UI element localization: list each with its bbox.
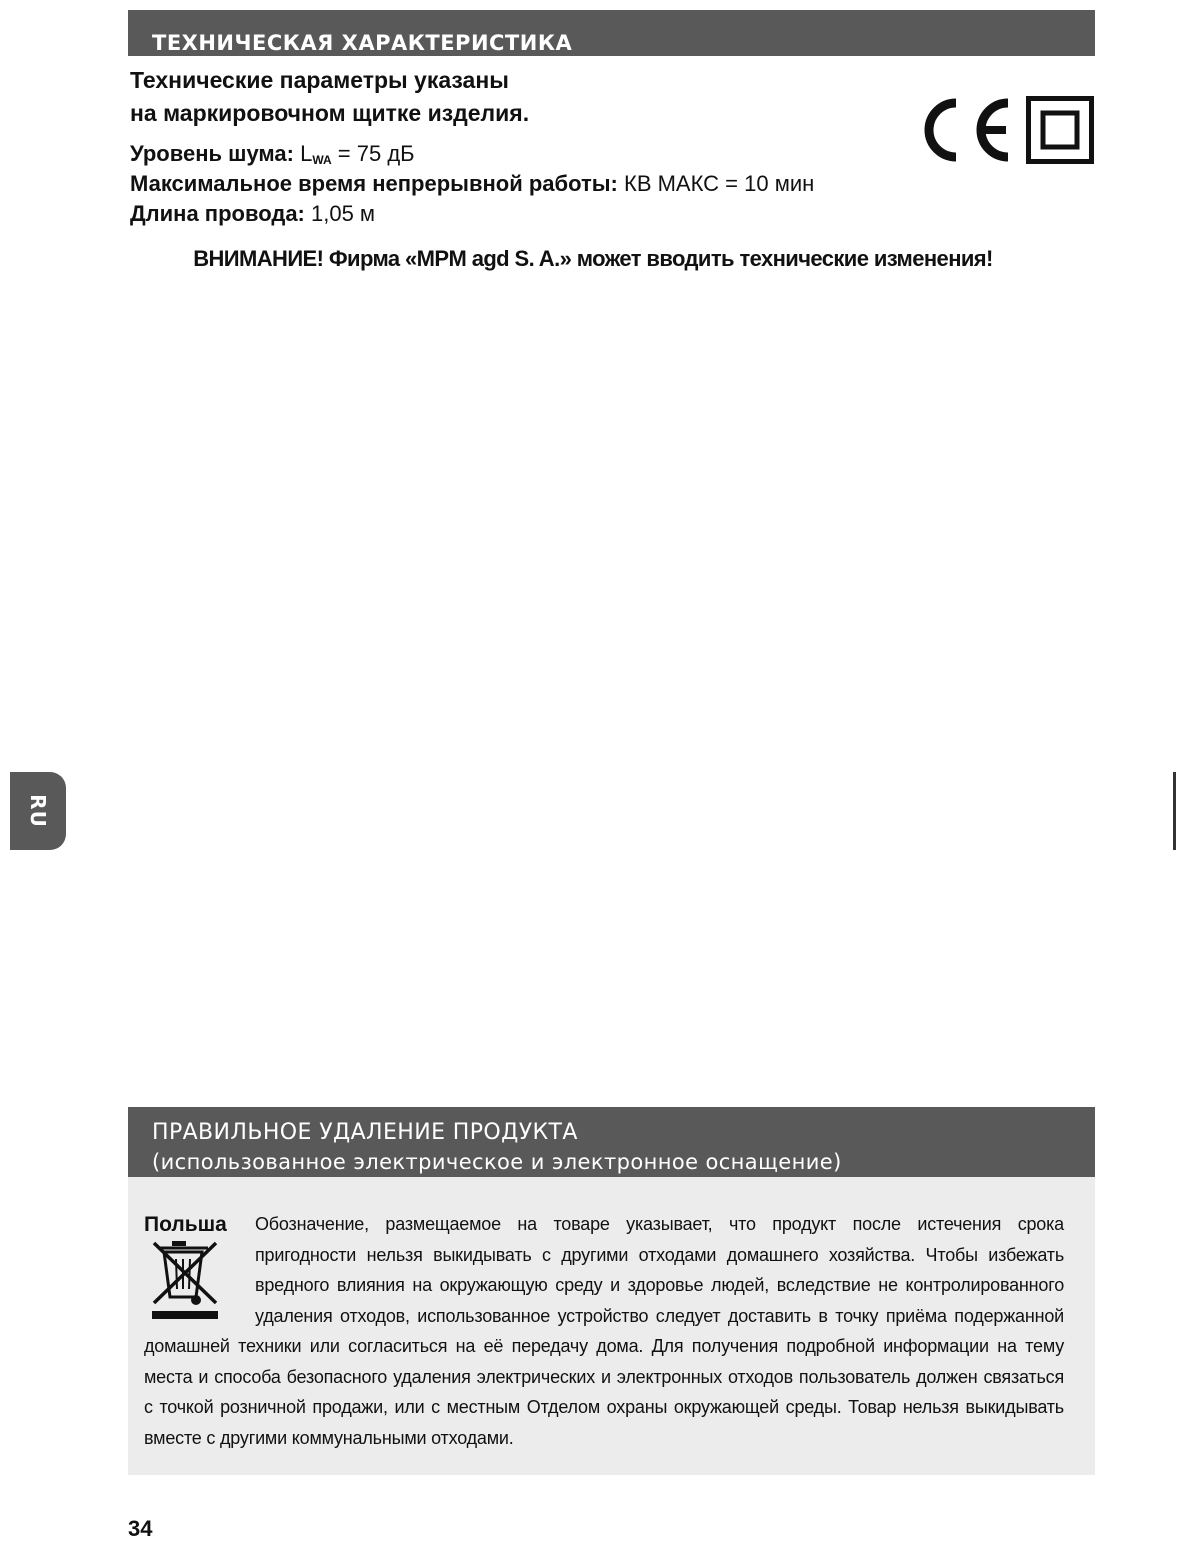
intro-line-2: на маркировочном щитке изделия. <box>130 100 530 126</box>
cord-length-row <box>130 199 375 229</box>
page-edge-marker <box>1173 772 1176 850</box>
cord-length-value: 1,05 м <box>304 201 376 226</box>
disposal-header <box>128 1107 1095 1177</box>
tech-spec-heading: ТЕХНИЧЕСКАЯ ХАРАКТЕРИСТИКА <box>152 31 573 55</box>
tech-spec-header <box>128 10 1095 56</box>
noise-number: = 75 дБ <box>331 141 415 166</box>
cord-length-label: Длина провода: <box>130 201 305 226</box>
language-tab-label: RU <box>26 794 50 828</box>
language-tab <box>10 772 66 850</box>
disposal-text: Обозначение, размещаемое на товаре указывает, что продукт после истечения срока пригодности нельзя выкидывать с другими отходами домашнего хозяйства. Чтобы избежать вредного влияния на окружающую среду и здоровье людей, вследствие не контролированного удаления отходов, использованное устройство следует доставить в точку приёма подержанной домашней техники или согласиться на её передачу дома. Для получения подробной информации на тему места и способа безопасного удаления электрических и электронных отходов пользователь должен связаться с точкой розничной продажи, или с местным Отделом охраны окружающей среды. Товар нельзя выкидывать вместе с другими коммунальными отходами. <box>144 1214 1064 1448</box>
intro-line-1: Технические параметры указаны <box>130 67 509 93</box>
noise-subscript: WA <box>312 153 332 167</box>
runtime-label: Максимальное время непрерывной работы: <box>130 171 618 196</box>
runtime-value: КВ МАКС = 10 мин <box>617 171 815 196</box>
double-insulation-icon <box>1026 96 1094 164</box>
disposal-heading: ПРАВИЛЬНОЕ УДАЛЕНИЕ ПРОДУКТА <box>152 1120 578 1145</box>
tech-spec-intro <box>130 64 529 130</box>
noise-level-label: Уровень шума: <box>130 141 294 166</box>
disposal-text-block <box>144 1209 1064 1453</box>
ce-mark-icon <box>914 96 1014 164</box>
runtime-row <box>130 169 814 199</box>
crossed-out-wheelie-bin-icon <box>150 1239 222 1321</box>
noise-level-value <box>300 141 415 166</box>
disposal-info-box <box>128 1177 1095 1475</box>
noise-symbol: L <box>300 141 313 166</box>
country-label: Польша <box>144 1213 227 1236</box>
page-number: 34 <box>128 1516 153 1541</box>
disposal-subheading: (использованное электрическое и электронное оснащение) <box>152 1150 842 1174</box>
tech-change-warning: ВНИМАНИЕ! Фирма «MPM agd S. A.» может вводить технические изменения! <box>193 246 993 271</box>
